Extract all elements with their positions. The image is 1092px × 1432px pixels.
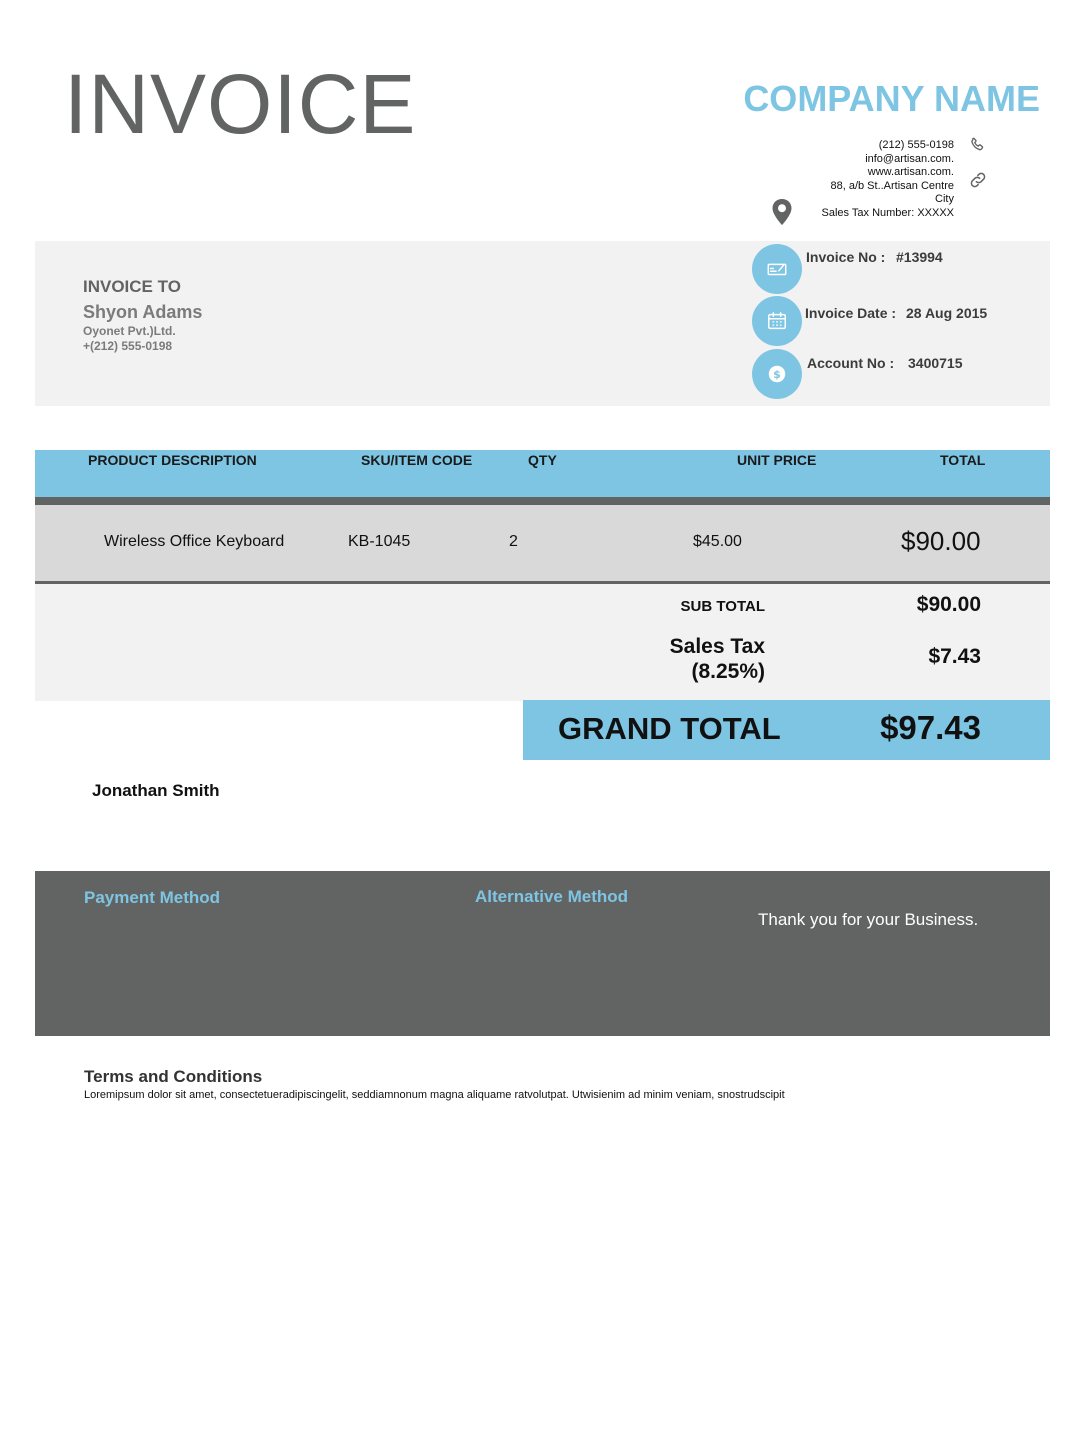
payment-method-heading: Payment Method (84, 888, 221, 907)
invoice-title: INVOICE (64, 57, 417, 151)
row-description: Wireless Office Keyboard (104, 533, 285, 550)
summary-band (35, 584, 1050, 701)
sales-tax-label (670, 634, 765, 684)
subtotal-value: $90.00 (916, 593, 981, 616)
dollar-icon (752, 349, 802, 399)
company-email[interactable]: info@artisan.com. (865, 152, 954, 165)
sales-tax-label-line2: (8.25%) (691, 660, 765, 683)
invoice-no-label: Invoice No : (806, 249, 886, 265)
grand-total-value: $97.43 (880, 709, 981, 746)
invoice-date-value: 28 Aug 2015 (906, 305, 988, 321)
company-address-line2: City (935, 193, 954, 205)
company-tax-number: Sales Tax Number: XXXXX (821, 206, 954, 219)
account-no-value: 3400715 (908, 355, 963, 371)
phone-icon (968, 136, 986, 154)
svg-text:$: $ (773, 367, 781, 381)
sales-tax-label-line1: Sales Tax (669, 635, 765, 658)
terms-heading: Terms and Conditions (84, 1067, 263, 1086)
col-header-unit-price: UNIT PRICE (737, 452, 817, 468)
company-address-line1: 88, a/b St..Artisan Centre (830, 179, 954, 192)
row-total: $90.00 (901, 526, 981, 556)
row-qty: 2 (509, 533, 518, 550)
col-header-qty: QTY (528, 452, 557, 468)
location-pin-icon (771, 198, 793, 226)
signer-name: Jonathan Smith (92, 781, 220, 800)
col-header-description: PRODUCT DESCRIPTION (88, 452, 257, 468)
bill-to-band (35, 241, 1050, 406)
table-header-divider (35, 497, 1050, 505)
company-contact (822, 139, 954, 220)
row-unit-price: $45.00 (693, 533, 742, 550)
client-company: Oyonet Pvt.)Ltd. (83, 324, 176, 338)
account-no-label: Account No : (807, 355, 895, 371)
invoice-date-label: Invoice Date : (805, 305, 897, 321)
invoice-to-label: INVOICE TO (83, 277, 181, 296)
calendar-icon (752, 296, 802, 346)
col-header-total: TOTAL (940, 452, 986, 468)
link-icon (968, 170, 988, 190)
company-phone: (212) 555-0198 (878, 139, 954, 151)
col-header-sku: SKU/ITEM CODE (361, 452, 473, 468)
sales-tax-value: $7.43 (928, 645, 981, 668)
company-name: COMPANY NAME (743, 78, 1040, 119)
invoice-no-value: #13994 (896, 249, 943, 265)
row-sku: KB-1045 (348, 533, 411, 550)
grand-total-label: GRAND TOTAL (558, 711, 781, 746)
alternative-method-heading: Alternative Method (475, 887, 629, 906)
client-name: Shyon Adams (83, 302, 203, 322)
check-icon (752, 244, 802, 294)
terms-text: Loremipsum dolor sit amet, consectetueradipiscingelit, seddiamnonum magna aliquame ratvolutpat. Utwisienim ad minim veniam, snostrudscipit (84, 1089, 785, 1101)
company-website[interactable]: www.artisan.com. (867, 166, 954, 178)
client-phone: +(212) 555-0198 (83, 339, 173, 353)
thank-you-note: Thank you for your Business. (758, 910, 979, 929)
subtotal-label: SUB TOTAL (680, 598, 765, 615)
